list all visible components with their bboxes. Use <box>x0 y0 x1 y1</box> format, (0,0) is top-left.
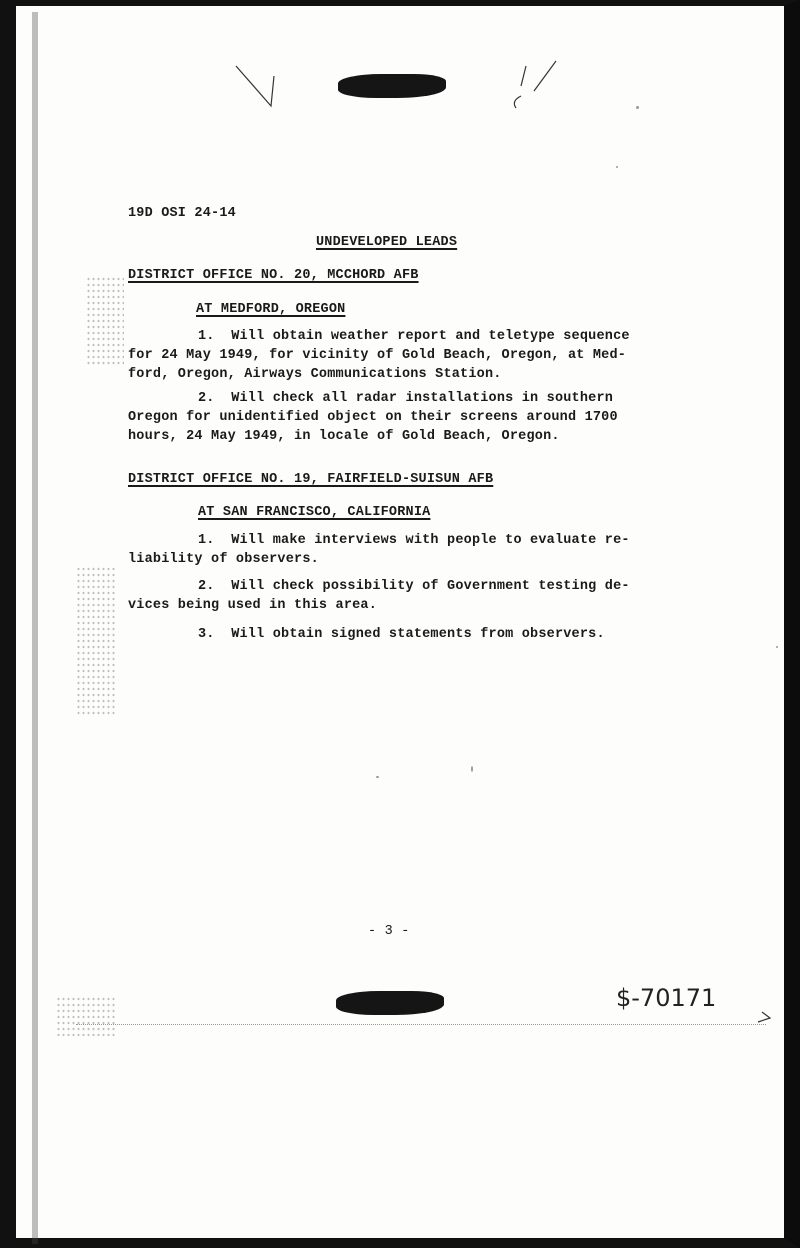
paper-edge <box>32 12 38 1244</box>
file-reference: 19D OSI 24-14 <box>128 206 236 221</box>
item-line: 2. Will check all radar installations in southern <box>198 391 614 406</box>
speck <box>776 646 778 648</box>
section-office-title: DISTRICT OFFICE NO. 20, MCCHORD AFB <box>128 268 419 283</box>
scan-noise <box>76 566 116 716</box>
speck <box>616 166 618 168</box>
item-line: Oregon for unidentified object on their screens around 1700 <box>128 410 618 425</box>
item-line: 2. Will check possibility of Government testing de- <box>198 579 630 594</box>
margin-mark <box>756 1008 776 1028</box>
item-line: hours, 24 May 1949, in locale of Gold Beach, Oregon. <box>128 429 560 444</box>
scan-noise <box>56 996 116 1036</box>
item-line: for 24 May 1949, for vicinity of Gold Beach, Oregon, at Med- <box>128 348 627 363</box>
item-line: 1. Will obtain weather report and teletype sequence <box>198 329 630 344</box>
page-number: - 3 - <box>368 924 410 939</box>
speck <box>376 776 379 778</box>
speck <box>471 766 473 772</box>
section-location: AT SAN FRANCISCO, CALIFORNIA <box>198 505 431 520</box>
item-line: 3. Will obtain signed statements from observers. <box>198 627 605 642</box>
scan-noise <box>86 276 124 366</box>
section-office-title: DISTRICT OFFICE NO. 19, FAIRFIELD-SUISUN AFB <box>128 472 494 487</box>
bottom-dotted-line <box>76 1024 766 1025</box>
handwritten-document-number: $-70171 <box>616 984 717 1012</box>
redacted-classification-bottom <box>336 991 444 1015</box>
redacted-classification-top <box>338 74 446 98</box>
item-line: 1. Will make interviews with people to evaluate re- <box>198 533 630 548</box>
item-line: vices being used in this area. <box>128 598 378 613</box>
speck <box>636 106 639 109</box>
item-line: ford, Oregon, Airways Communications Station. <box>128 367 502 382</box>
section-location: AT MEDFORD, OREGON <box>196 302 346 317</box>
item-line: liability of observers. <box>128 552 319 567</box>
page-heading: UNDEVELOPED LEADS <box>316 235 458 250</box>
